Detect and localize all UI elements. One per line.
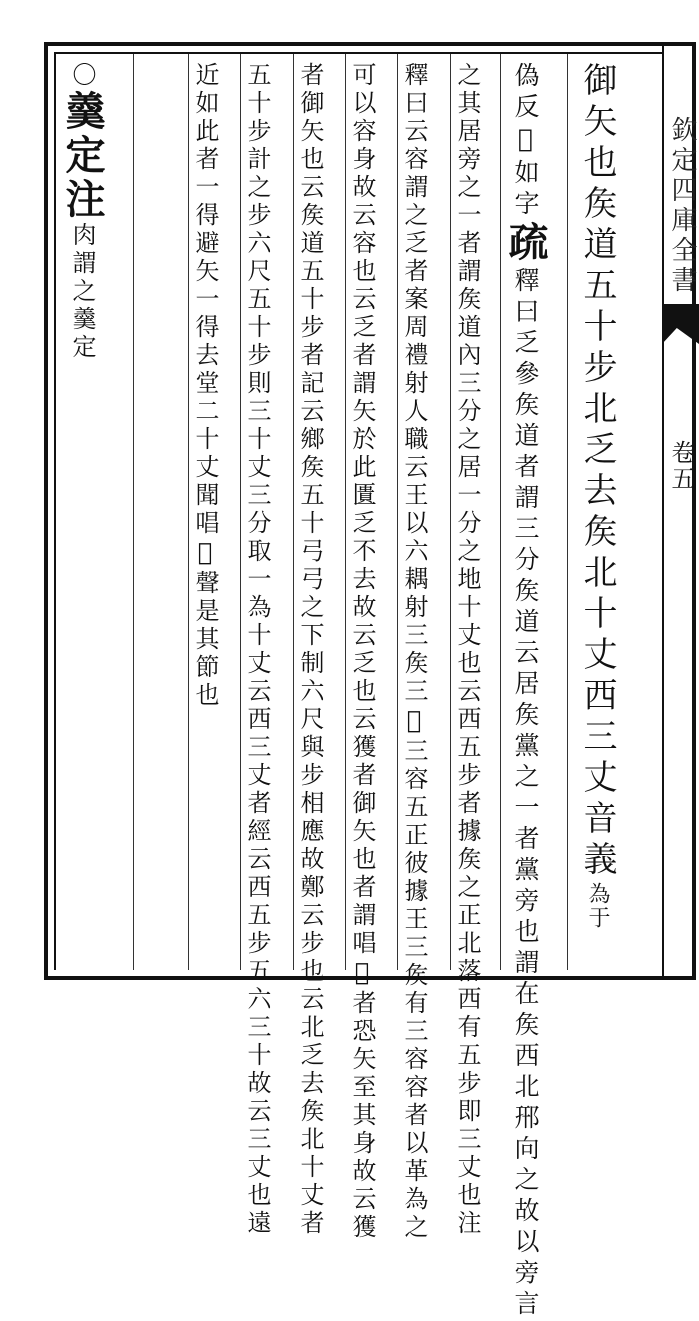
column-7-text: 五十步計之步六尺五十步則三十丈三分取一為十丈云西三丈者經云西五步五六三十故云三丈也遠: [243, 62, 271, 1238]
column-divider: [345, 54, 346, 970]
column-2-text: 偽反𧶫如字: [511, 62, 540, 221]
column-2-after: 釋曰乏參矦道者謂三分矦道云居矦黨之一者黨旁也謂在矦西北郉向之故以旁言: [511, 267, 540, 1321]
column-divider: [500, 54, 501, 970]
juan-label: 卷五: [667, 440, 695, 492]
column-4-text: 釋曰云容謂之乏者案周禮射人職云王以六耦射三矦三𧶫三容五正彼據王三矦有三容容者以革為之: [400, 62, 428, 1242]
column-divider: [567, 54, 568, 970]
text-column-3: [455, 62, 479, 1238]
text-column-2: [502, 62, 549, 1321]
column-3-text: 之其居旁之一者謂矦道內三分之居一分之地十丈也云西五步者據矦之正北落西有五步即三丈也注: [453, 62, 481, 1238]
inner-border-left: [54, 52, 56, 970]
geng-ding-zhu: 羹定注: [59, 90, 106, 222]
column-divider: [133, 54, 134, 970]
column-1-text: 御矢也矦道五十步北乏去矦北十丈西三丈音義: [577, 62, 617, 882]
text-column-5: [350, 62, 374, 1242]
text-column-8: [193, 62, 217, 710]
shu-marker: 疏: [502, 221, 549, 267]
page-margin: [662, 46, 699, 976]
column-1-suffix: 為于: [585, 882, 610, 930]
column-divider: [397, 54, 398, 970]
text-column-7: [245, 62, 269, 1238]
column-8-text: 近如此者一得避矢一得去堂二十丈聞唱𧶫聲是其節也: [191, 62, 219, 710]
book-title: 欽定四庫全書: [667, 116, 697, 296]
text-column-1: [577, 62, 617, 930]
column-6-text: 者御矢也云矦道五十步者記云鄉矦五十弓弓之下制六尺與步相應故鄭云步也云北乏去矦北十丈者: [296, 62, 324, 1238]
text-column-9: [59, 62, 106, 362]
circle-marker: 〇: [68, 62, 96, 90]
column-5-text: 可以容身故云容也云乏者謂矢於此匱乏不去故云乏也云獲者御矢也者謂唱𧶫者恐矢至其身故云獲: [348, 62, 376, 1242]
text-column-6: [298, 62, 322, 1238]
text-column-4: [402, 62, 426, 1242]
column-divider: [240, 54, 241, 970]
inner-border-top: [54, 52, 664, 54]
column-divider: [450, 54, 451, 970]
column-9-after: 肉謂之羹定: [68, 222, 96, 362]
column-divider: [293, 54, 294, 970]
column-divider: [188, 54, 189, 970]
